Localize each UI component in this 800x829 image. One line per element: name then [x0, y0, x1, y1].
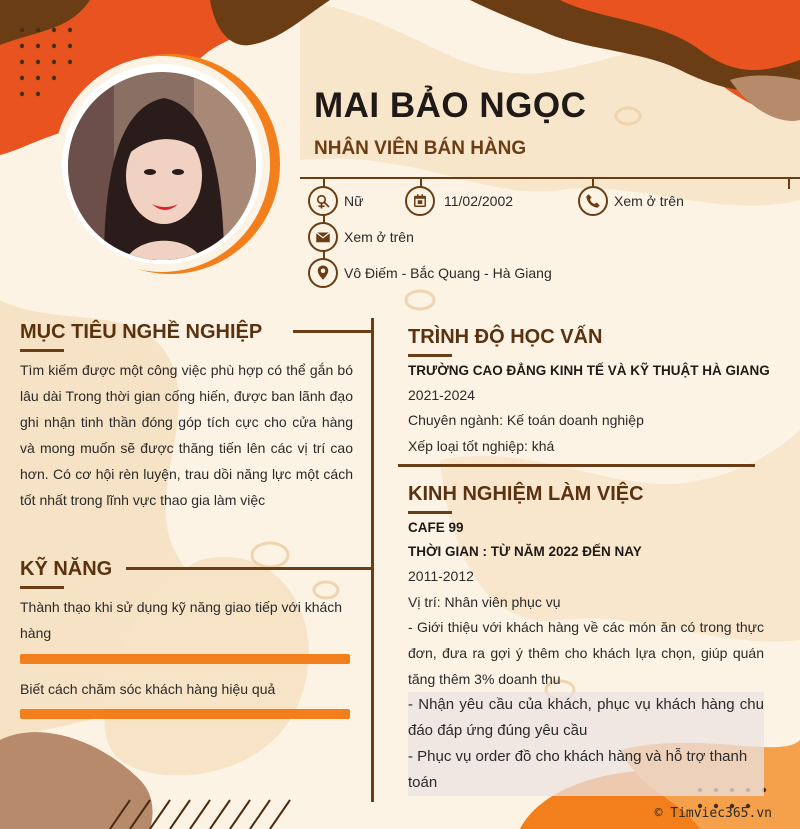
- skills-heading: KỸ NĂNG: [20, 558, 113, 580]
- work-duty: - Giới thiệu với khách hàng về các món ăn có trong thực đơn, đưa ra gợi ý thêm cho khách lựa chọn, giúp quán tăng thêm 3% doanh thu: [408, 619, 764, 687]
- address-item: [308, 258, 552, 288]
- education-years: 2021-2024: [408, 387, 475, 403]
- email-item: [308, 222, 414, 252]
- work-duty: - Nhận yêu cầu của khách, phục vụ khách hàng chu đáo đáp ứng đúng yêu cầu: [408, 692, 764, 744]
- skill-text: Thành thạo khi sử dụng kỹ năng giao tiếp với khách hàng: [20, 599, 343, 641]
- objective-underline: [20, 349, 64, 352]
- phone-icon: [578, 186, 608, 216]
- section-divider: [398, 464, 755, 467]
- birthday-value: 11/02/2002: [444, 193, 514, 209]
- experience-heading: KINH NGHIỆM LÀM VIỆC: [408, 483, 644, 505]
- school-name: TRƯỜNG CAO ĐẲNG KINH TẾ VÀ KỸ THUẬT HÀ GIANG: [408, 363, 770, 378]
- work-position: Vị trí: Nhân viên phục vụ: [408, 594, 561, 610]
- birthday-item: [405, 186, 513, 216]
- info-divider: [300, 177, 800, 179]
- job-title: NHÂN VIÊN BÁN HÀNG: [314, 138, 527, 159]
- company-name: CAFE 99: [408, 520, 464, 535]
- avatar: [64, 68, 260, 264]
- watermark: © Timviec365.vn: [654, 806, 772, 821]
- mail-icon: [308, 222, 338, 252]
- phone-item: [578, 186, 684, 216]
- column-divider: [371, 318, 374, 802]
- work-years: 2011-2012: [408, 568, 474, 584]
- gender-icon: [308, 186, 338, 216]
- education-grade: Xếp loại tốt nghiệp: khá: [408, 438, 555, 454]
- email-value: Xem ở trên: [344, 229, 414, 245]
- objective-heading: MỤC TIÊU NGHỀ NGHIỆP: [20, 321, 263, 343]
- education-underline: [408, 354, 452, 357]
- phone-value: Xem ở trên: [614, 193, 684, 209]
- gender-value: Nữ: [344, 193, 364, 209]
- address-value: Vô Điếm - Bắc Quang - Hà Giang: [344, 265, 552, 281]
- skill-level-bar: [20, 709, 350, 719]
- skill-text: Biết cách chăm sóc khách hàng hiệu quả: [20, 681, 276, 697]
- objective-text: Tìm kiếm được một công việc phù hợp có thể gắn bó lâu dài Trong thời gian cống hiến, được ban lãnh đạo ghi nhận tinh thần đóng góp tích cực cho cửa hàng và mong muốn sẽ được thăng tiến lên các vị trí cao hơn. Có cơ hội rèn luyện, trau dồi năng lực một cách tốt nhất trong lĩnh vực thao gia làm việc: [20, 362, 353, 508]
- gender-item: [308, 186, 363, 216]
- skill-level-bar: [20, 654, 350, 664]
- work-duty: - Phục vụ order đồ cho khách hàng và hỗ trợ thanh toán: [408, 744, 764, 796]
- education-major: Chuyên ngành: Kế toán doanh nghiệp: [408, 412, 644, 428]
- calendar-icon: [405, 186, 435, 216]
- experience-underline: [408, 511, 452, 514]
- work-period: THỜI GIAN : TỪ NĂM 2022 ĐẾN NAY: [408, 544, 642, 559]
- skills-rule: [126, 567, 371, 570]
- education-heading: TRÌNH ĐỘ HỌC VẤN: [408, 326, 603, 348]
- location-icon: [308, 258, 338, 288]
- objective-rule: [293, 330, 371, 333]
- info-tick: [788, 177, 790, 189]
- candidate-name: MAI BẢO NGỌC: [314, 86, 587, 125]
- skills-underline: [20, 586, 64, 589]
